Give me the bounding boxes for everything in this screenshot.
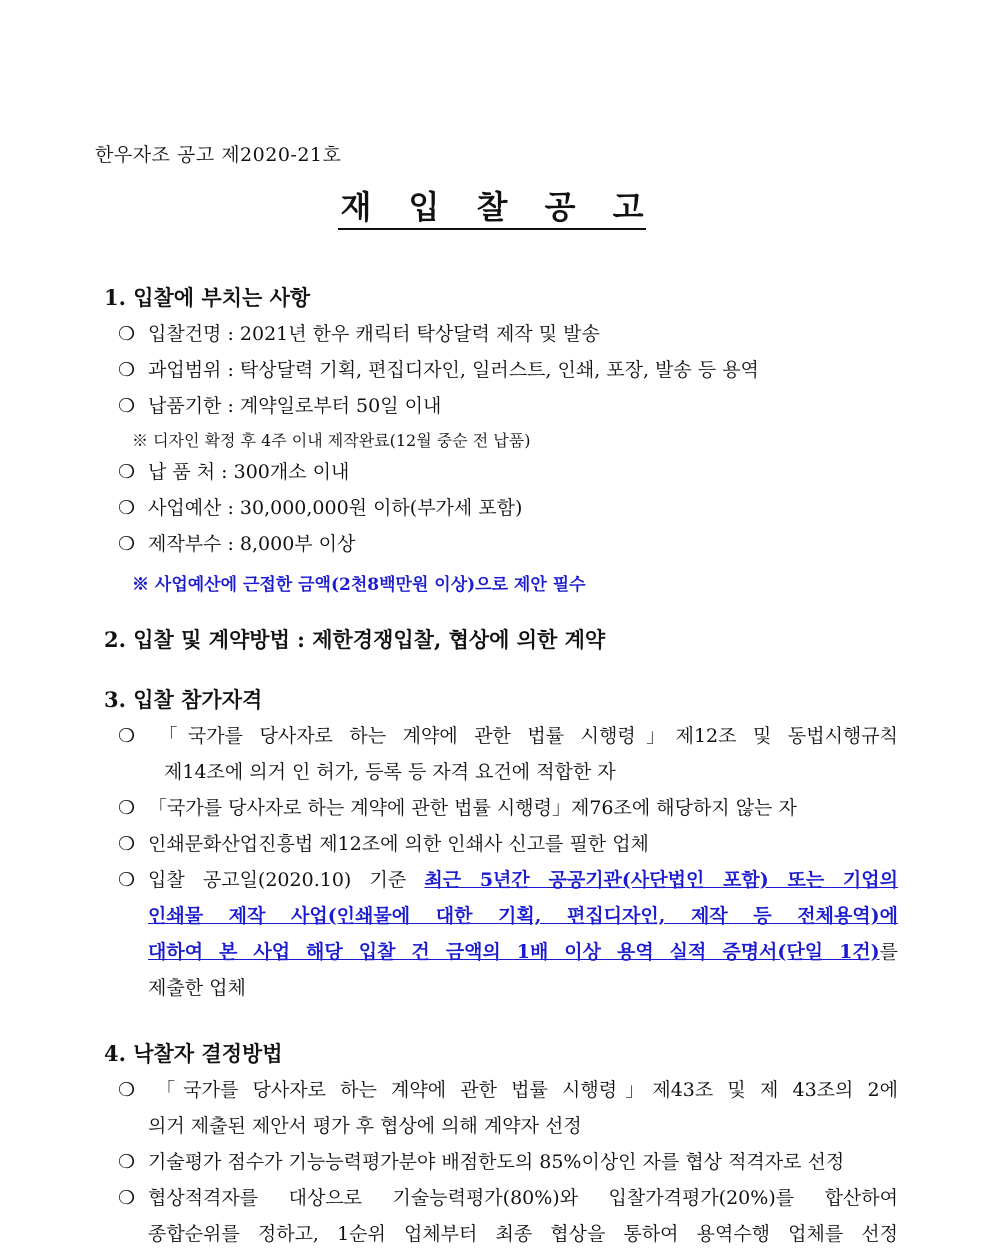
section-2-heading: 2. 입찰 및 계약방법 : 제한경쟁입찰, 협상에 의한 계약 — [104, 627, 606, 652]
list-item — [118, 1144, 898, 1180]
item-line — [118, 862, 898, 898]
item-line: 제14조에 의거 인 허가, 등록 등 자격 요건에 적합한 자 — [164, 761, 616, 783]
item-line: 제출한 업체 — [148, 977, 246, 999]
circle-bullet-icon: ❍ — [118, 497, 136, 519]
item-text: 「국가를 당사자로 하는 계약에 관한 법률 시행령」제76조에 해당하지 않는 자 — [148, 797, 797, 819]
list-item — [118, 862, 898, 1006]
list-item — [118, 1072, 898, 1144]
list-item — [118, 826, 898, 862]
circle-bullet-icon: ❍ — [118, 1151, 136, 1173]
list-item — [118, 1180, 898, 1252]
highlighted-requirement: 최근 5년간 공공기관(사단법인 포함) 또는 기업의 — [424, 869, 898, 891]
item-text: 입찰건명 : 2021년 한우 캐릭터 탁상달력 제작 및 발송 — [148, 323, 600, 345]
circle-bullet-icon: ❍ — [118, 833, 136, 855]
item-text: 입찰 공고일(2020.10) 기준 — [148, 869, 425, 891]
item-text: 사업예산 : 30,000,000원 이하(부가세 포함) — [148, 497, 523, 519]
item-text: 납 품 처 : 300개소 이내 — [148, 461, 350, 483]
document-title-text: 재 입 찰 공 고 — [338, 188, 645, 230]
highlighted-requirement: 대하여 본 사업 해당 입찰 건 금액의 1배 이상 용역 실적 증명서(단일 1건) — [148, 941, 880, 963]
list-item — [118, 790, 898, 826]
item-line — [118, 1072, 898, 1108]
list-item — [118, 718, 898, 790]
item-line — [118, 1180, 898, 1216]
circle-bullet-icon: ❍ — [118, 1079, 136, 1101]
circle-bullet-icon: ❍ — [118, 323, 136, 345]
section-1-heading: 1. 입찰에 부치는 사항 — [104, 285, 311, 310]
circle-bullet-icon: ❍ — [118, 869, 136, 891]
item-text: 를 — [879, 941, 898, 963]
item-text: 제작부수 : 8,000부 이상 — [148, 533, 356, 555]
circle-bullet-icon: ❍ — [118, 533, 136, 555]
item-text: 「국가를 당사자로 하는 계약에 관한 법률 시행령」제43조 및 제 43조의 2에 — [148, 1079, 898, 1101]
item-line — [118, 898, 898, 934]
list-item — [118, 526, 898, 562]
item-line: 종합순위를 정하고, 1순위 업체부터 최종 협상을 통하여 용역수행 업체를 선정 — [148, 1223, 898, 1245]
document-title — [0, 182, 984, 228]
budget-note: ※ 사업예산에 근접한 금액(2천8백만원 이상)으로 제안 필수 — [132, 575, 586, 595]
section-3-heading: 3. 입찰 참가자격 — [104, 687, 263, 712]
circle-bullet-icon: ❍ — [118, 725, 136, 747]
item-text: 인쇄문화산업진흥법 제12조에 의한 인쇄사 신고를 필한 업체 — [148, 833, 649, 855]
item-text: 기술평가 점수가 기능능력평가분야 배점한도의 85%이상인 자를 협상 적격자로 선정 — [148, 1151, 845, 1173]
list-item — [118, 316, 898, 352]
notice-number: 한우자조 공고 제2020-21호 — [95, 144, 342, 166]
list-item — [118, 388, 898, 424]
circle-bullet-icon: ❍ — [118, 395, 136, 417]
list-item — [118, 490, 898, 526]
circle-bullet-icon: ❍ — [118, 359, 136, 381]
item-text: 「국가를 당사자로 하는 계약에 관한 법률 시행령」제12조 및 동법시행규칙 — [148, 725, 898, 747]
list-item — [118, 454, 898, 490]
circle-bullet-icon: ❍ — [118, 1187, 136, 1209]
section-4-heading: 4. 낙찰자 결정방법 — [104, 1041, 283, 1066]
item-text: 과업범위 : 탁상달력 기획, 편집디자인, 일러스트, 인쇄, 포장, 발송 등 용역 — [148, 359, 759, 381]
list-item — [118, 352, 898, 388]
deadline-note: ※ 디자인 확정 후 4주 이내 제작완료(12월 중순 전 납품) — [132, 431, 531, 450]
item-text: 납품기한 : 계약일로부터 50일 이내 — [148, 395, 442, 417]
circle-bullet-icon: ❍ — [118, 797, 136, 819]
item-line: 의거 제출된 제안서 평가 후 협상에 의해 계약자 선정 — [148, 1115, 582, 1137]
item-line — [118, 718, 898, 754]
highlighted-requirement: 인쇄물 제작 사업(인쇄물에 대한 기획, 편집디자인, 제작 등 전체용역)에 — [148, 905, 898, 927]
item-line — [118, 934, 898, 970]
circle-bullet-icon: ❍ — [118, 461, 136, 483]
item-text: 협상적격자를 대상으로 기술능력평가(80%)와 입찰가격평가(20%)를 합산하여 — [148, 1187, 898, 1209]
